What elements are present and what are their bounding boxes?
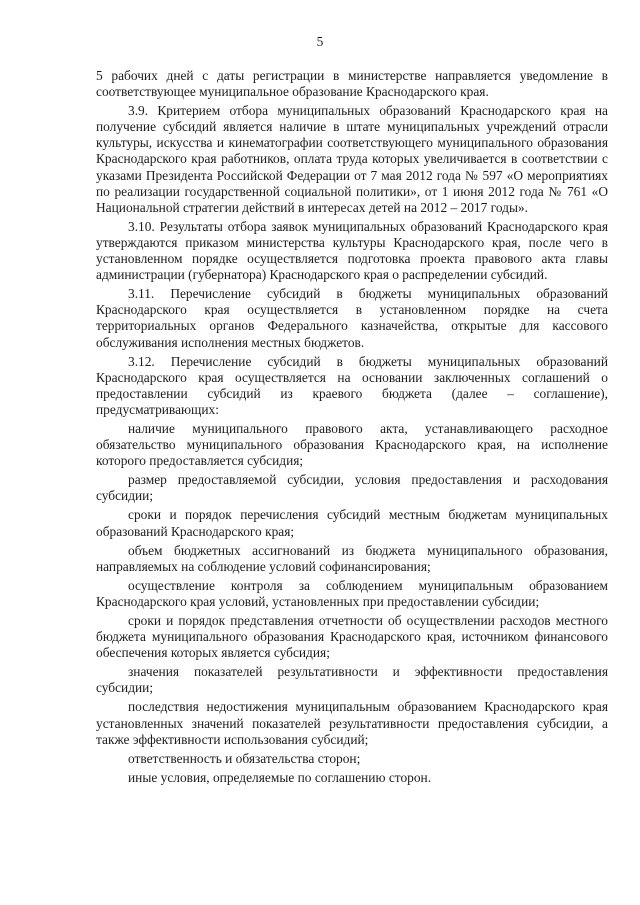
paragraph: последствия недостижения муниципальным образованием Краснодарского края установленных значений показателей результативности предоставления субсидии, а также эффективности использования субсидий; bbox=[96, 699, 608, 747]
paragraph: 3.11. Перечисление субсидий в бюджеты муниципальных образований Краснодарского края осуществляется в установленном порядке на счета территориальных органов Федерального казначейства, открытые для кассового обслуживания исполнения местных бюджетов. bbox=[96, 286, 608, 350]
page-number: 5 bbox=[316, 34, 324, 49]
document-body bbox=[96, 68, 608, 786]
paragraph: осуществление контроля за соблюдением муниципальным образованием Краснодарского края условий, установленных при предоставлении субсидии; bbox=[96, 577, 608, 609]
paragraph: 3.9. Критерием отбора муниципальных образований Краснодарского края на получение субсидий является наличие в штате муниципальных учреждений отрасли культуры, искусства и кинематографии соответствующего муниципального образования Краснодарского края работников, оплата труда которых увеличивается в соответствии с указами Президента Российской Федерации от 7 мая 2012 года № 597 «О мероприятиях по реализации государственной социальной политики», от 1 июня 2012 года № 761 «О Национальной стратегии действий в интересах детей на 2012 – 2017 годы». bbox=[96, 103, 608, 215]
paragraph: 5 рабочих дней с даты регистрации в министерстве направляется уведомление в соответствующее муниципальное образование Краснодарского края. bbox=[96, 68, 608, 100]
paragraph: наличие муниципального правового акта, устанавливающего расходное обязательство муниципального образования Краснодарского края, на исполнение которого предоставляется субсидия; bbox=[96, 420, 608, 469]
paragraph: размер предоставляемой субсидии, условия предоставления и расходования субсидии; bbox=[96, 472, 608, 504]
paragraph: значения показателей результативности и эффективности предоставления субсидии; bbox=[96, 664, 608, 696]
paragraph: объем бюджетных ассигнований из бюджета муниципального образования, направляемых на соблюдение условий софинансирования; bbox=[96, 542, 608, 574]
paragraph: сроки и порядок перечисления субсидий местным бюджетам муниципальных образований Краснодарского края; bbox=[96, 507, 608, 539]
paragraph: 3.12. Перечисление субсидий в бюджеты муниципальных образований Краснодарского края осуществляется на основании заключенных соглашений о предоставлении субсидий из краевого бюджета (далее – соглашение), предусматривающих: bbox=[96, 353, 608, 417]
paragraph: сроки и порядок представления отчетности об осуществлении расходов местного бюджета муниципального образования Краснодарского края, источником финансового обеспечения которых является субсидия; bbox=[96, 613, 608, 661]
paragraph: 3.10. Результаты отбора заявок муниципальных образований Краснодарского края утверждаются приказом министерства культуры Краснодарского края, после чего в установленном порядке осуществляется подготовка проекта правового акта главы администрации (губернатора) Краснодарского края о распределении субсидий. bbox=[96, 218, 608, 283]
paragraph: иные условия, определяемые по соглашению сторон. bbox=[128, 769, 432, 785]
paragraph: ответственность и обязательства сторон; bbox=[128, 750, 361, 766]
